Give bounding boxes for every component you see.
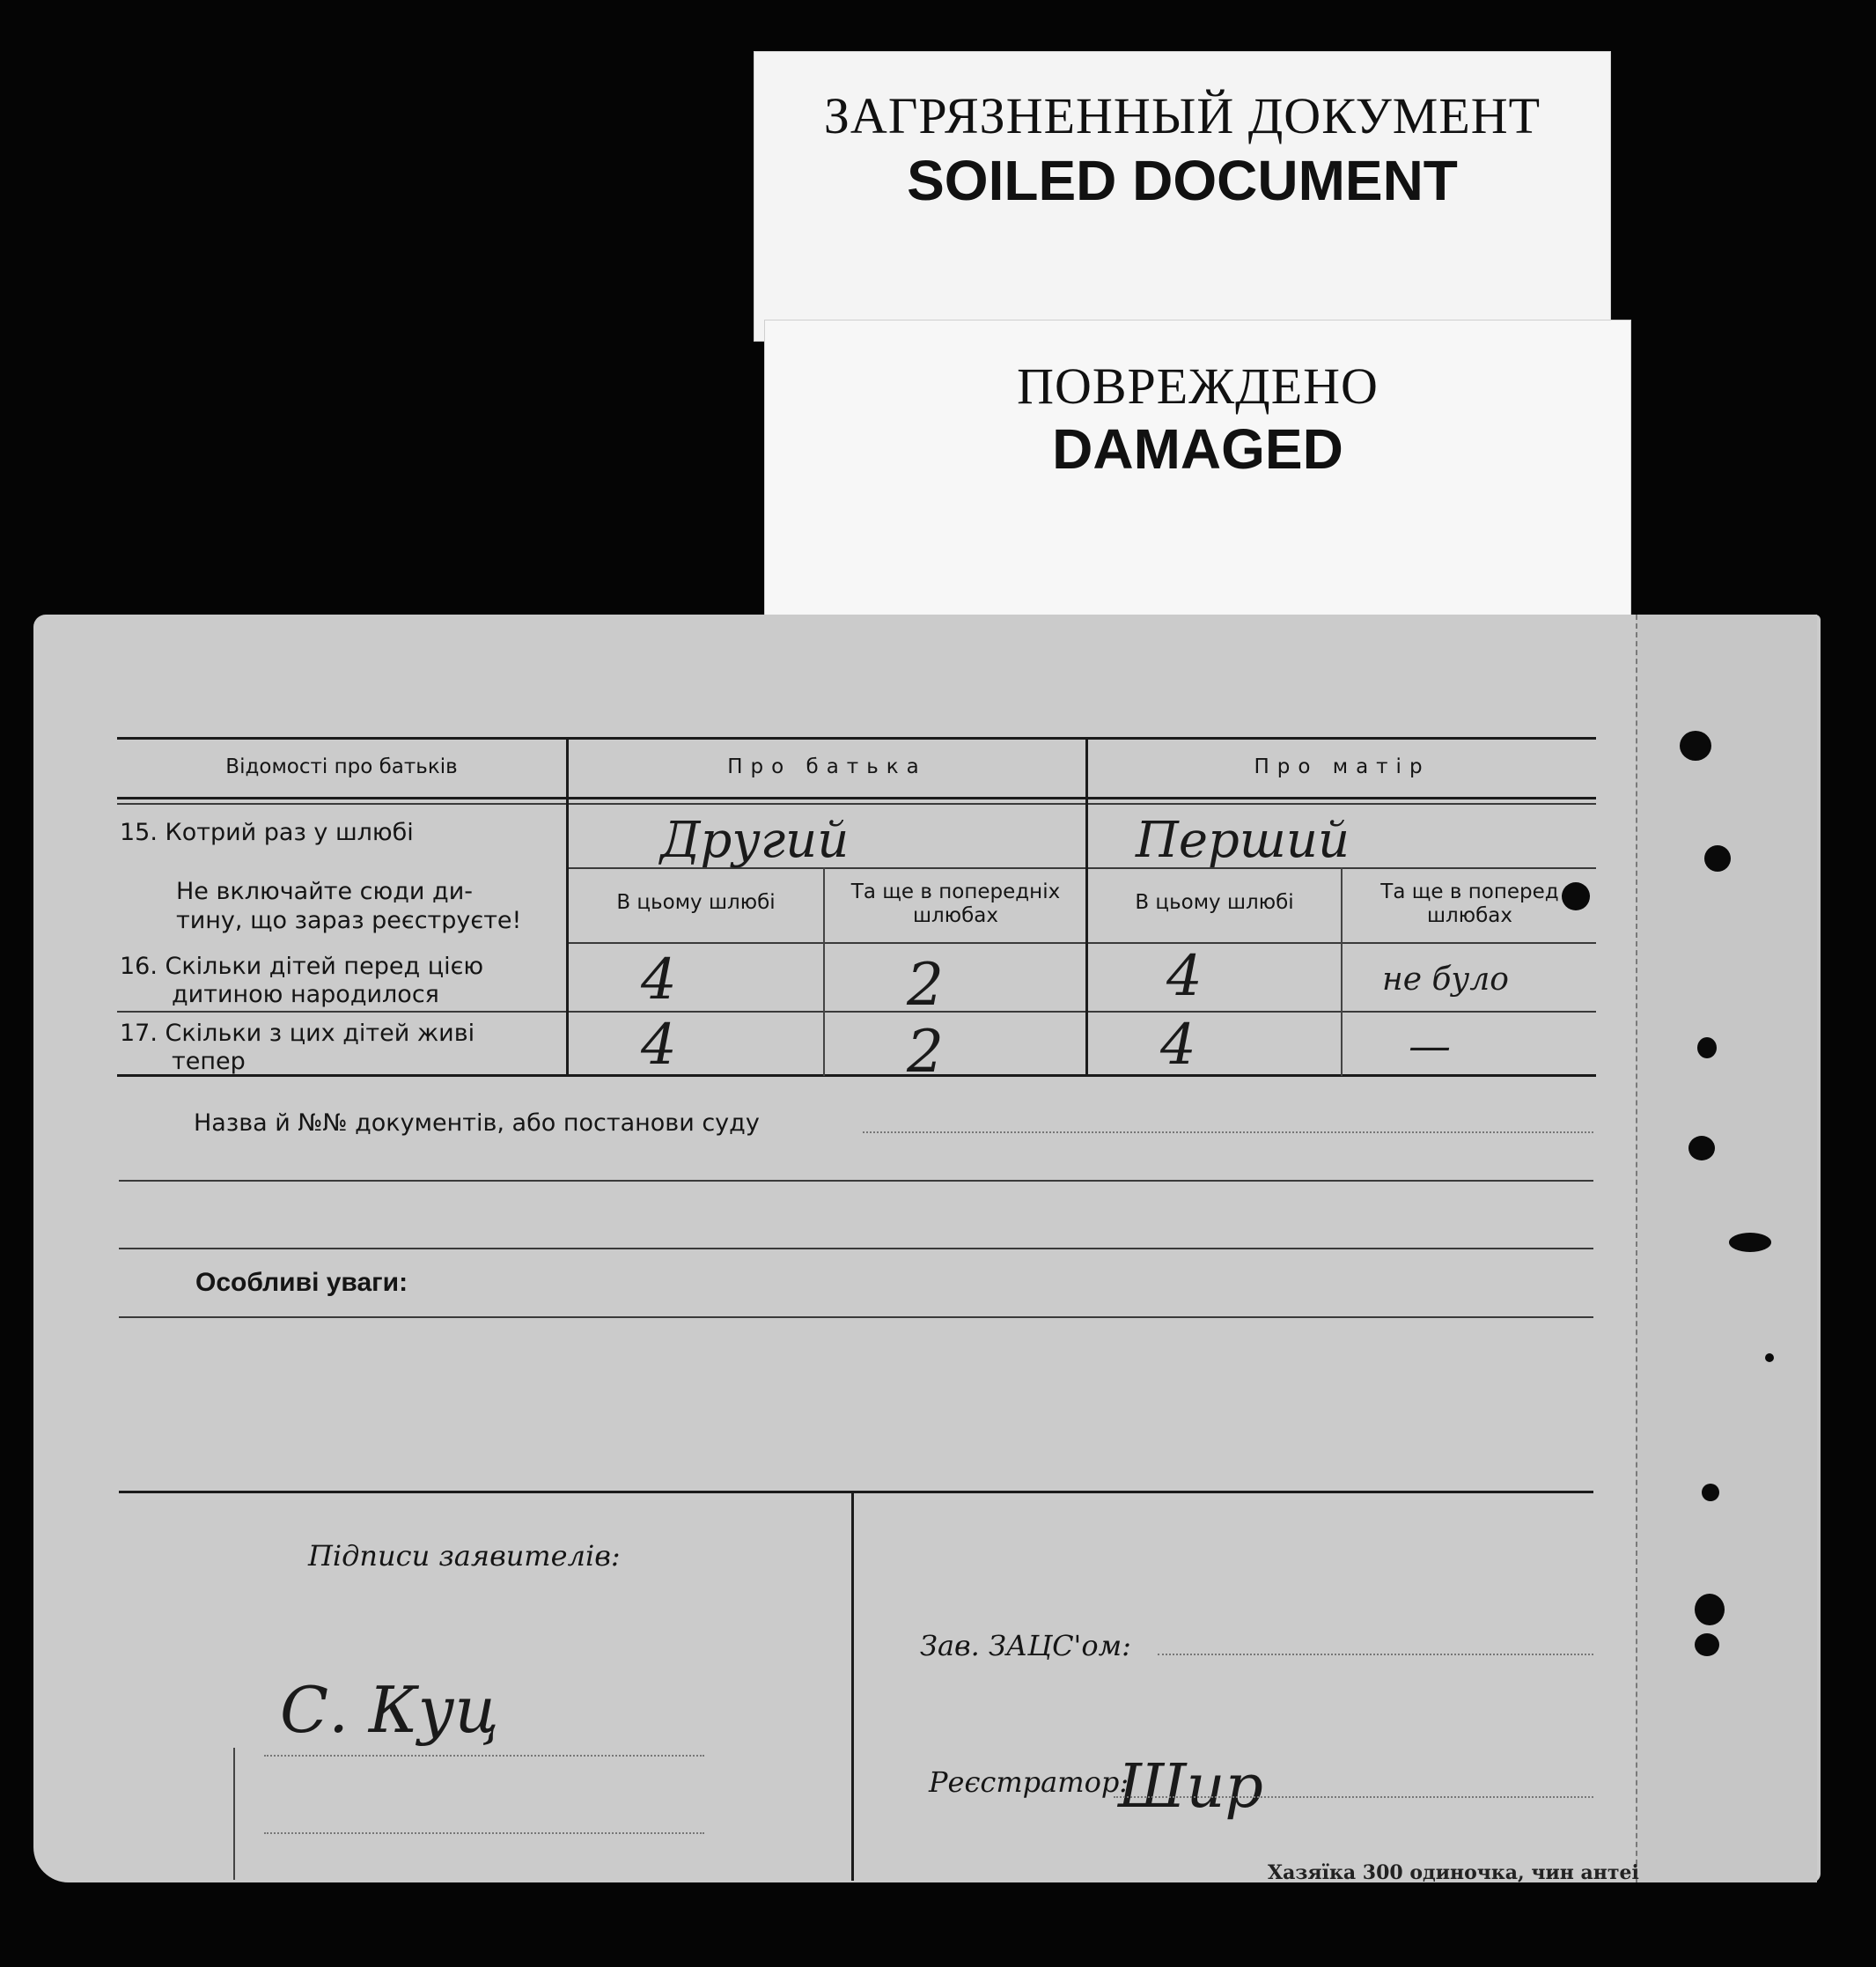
subheader-father-this-marriage: В цьому шлюбі	[616, 891, 776, 914]
table-column-rule	[823, 867, 825, 1076]
ruled-line	[119, 1248, 1593, 1249]
punch-hole	[1695, 1594, 1725, 1625]
applicants-signatures-label: Підписи заявителів:	[308, 1539, 621, 1573]
subheader-mother-previous-2: шлюбах	[1427, 904, 1512, 927]
header-parents-info: Відомості про батьків	[225, 755, 458, 778]
signature-divider	[851, 1493, 854, 1881]
bottom-printed-text: Хазяїка 300 одиночка, чин антеі	[1268, 1861, 1639, 1884]
subheader-father-previous-1: Та ще в попередніх	[850, 880, 1061, 903]
applicant-signature-dotline	[264, 1755, 704, 1757]
row17-label-line-2: тепер	[172, 1048, 246, 1075]
punch-hole	[1695, 1633, 1719, 1656]
damaged-label-card	[764, 320, 1631, 625]
table-rule	[566, 942, 1596, 944]
registrar-signature: Шир	[1118, 1752, 1263, 1822]
registrar-dotline	[1114, 1796, 1593, 1798]
soiled-label-english: SOILED DOCUMENT	[907, 149, 1458, 212]
signature-section-rule	[119, 1491, 1593, 1493]
table-rule	[117, 797, 1596, 799]
note-line-1: Не включайте сюди ди-	[176, 878, 473, 905]
handwriting-r16-mother-prev: не було	[1382, 961, 1509, 998]
subheader-mother-previous-1: Та ще в поперед	[1380, 880, 1559, 903]
punch-hole	[1704, 845, 1731, 872]
damaged-label-russian: ПОВРЕЖДЕНО	[1017, 357, 1379, 415]
soiled-label-card	[754, 51, 1611, 342]
perforated-strip	[1636, 615, 1817, 1882]
table-rule	[117, 803, 1596, 805]
remarks-label: Особливі уваги:	[195, 1268, 408, 1297]
head-of-registry-label: Зав. ЗАЦС'ом:	[920, 1629, 1131, 1662]
row16-label-line-1: 16. Скільки дітей перед цією	[120, 953, 484, 980]
punch-hole	[1680, 731, 1711, 761]
punch-hole	[1729, 1233, 1771, 1252]
handwriting-r17-father-prev: 2	[907, 1018, 944, 1086]
table-rule	[117, 737, 1596, 740]
handwriting-mother-marriage: Перший	[1136, 812, 1350, 869]
registrar-label: Реєстратор:	[929, 1765, 1129, 1799]
soiled-label-russian: ЗАГРЯЗНЕННЫЙ ДОКУМЕНТ	[823, 87, 1541, 144]
header-about-father: Про батька	[727, 755, 927, 778]
applicant-signature: С. Куц	[280, 1673, 499, 1747]
punch-hole	[1697, 1037, 1717, 1058]
table-column-rule	[1341, 867, 1343, 1076]
row15-label: 15. Котрий раз у шлюбі	[120, 819, 414, 846]
handwriting-r17-father-this: 4	[641, 1013, 677, 1078]
handwriting-r16-father-prev: 2	[907, 951, 944, 1019]
subheader-mother-this-marriage: В цьому шлюбі	[1135, 891, 1294, 914]
documents-field-label: Назва й №№ документів, або постанови суду	[194, 1109, 760, 1137]
handwriting-r17-mother-prev: —	[1409, 1021, 1451, 1071]
header-about-mother: Про матір	[1254, 755, 1431, 778]
subheader-father-previous-2: шлюбах	[913, 904, 998, 927]
head-of-registry-dotline	[1158, 1654, 1593, 1655]
punch-hole	[1765, 1353, 1774, 1362]
row17-label-line-1: 17. Скільки з цих дітей живі	[120, 1020, 475, 1047]
applicant-signature-dotline	[264, 1832, 704, 1834]
punch-hole	[1688, 1136, 1715, 1160]
handwriting-r16-mother-this: 4	[1166, 944, 1203, 1009]
row16-label-line-2: дитиною народилося	[172, 981, 439, 1008]
ruled-line	[119, 1180, 1593, 1182]
handwriting-r17-mother-this: 4	[1160, 1013, 1196, 1078]
handwriting-father-marriage: Другий	[660, 812, 850, 869]
table-rule	[117, 1074, 1596, 1077]
documents-field-dotline	[863, 1131, 1593, 1133]
damaged-label-english: DAMAGED	[1052, 417, 1343, 481]
table-rule	[117, 1011, 1596, 1013]
punch-hole	[1702, 1484, 1719, 1501]
applicant-signature-bracket	[233, 1748, 235, 1880]
note-line-2: тину, що зараз реєструєте!	[176, 907, 522, 934]
handwriting-r16-father-this: 4	[641, 947, 677, 1013]
ruled-line	[119, 1316, 1593, 1318]
